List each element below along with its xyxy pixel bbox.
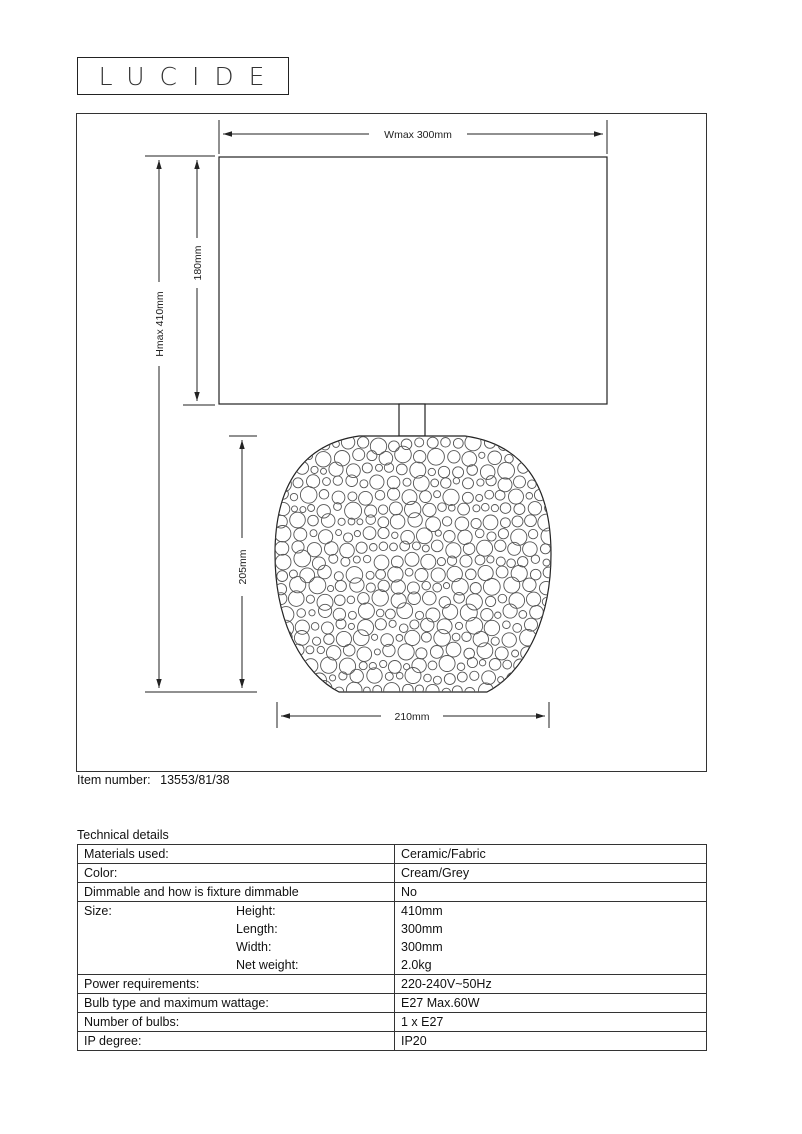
base-bubble bbox=[536, 643, 550, 657]
height-label: Hmax 410mm bbox=[154, 291, 166, 357]
base-bubble bbox=[523, 453, 535, 465]
spec-value: No bbox=[395, 883, 707, 902]
spec-value: E27 Max.60W bbox=[395, 994, 707, 1013]
technical-details-title: Technical details bbox=[77, 828, 169, 842]
spec-label: Number of bulbs: bbox=[84, 1015, 180, 1029]
spec-row bbox=[78, 845, 707, 864]
technical-drawing bbox=[76, 113, 707, 772]
spec-label: Bulb type and maximum wattage: bbox=[84, 996, 269, 1010]
base-bubble bbox=[540, 659, 547, 666]
base-bubble bbox=[284, 657, 301, 674]
spec-row bbox=[78, 902, 707, 921]
spec-value: Ceramic/Fabric bbox=[395, 845, 707, 864]
base-bubble bbox=[507, 672, 520, 685]
base-bubble bbox=[541, 672, 552, 683]
base-bubble bbox=[316, 680, 332, 696]
spec-sublabel: Width: bbox=[236, 940, 272, 954]
base-bubble bbox=[495, 683, 512, 700]
spec-row bbox=[78, 864, 707, 883]
base-bubble bbox=[553, 543, 567, 557]
spec-label-cell bbox=[78, 845, 395, 864]
spec-value: 410mm bbox=[395, 902, 707, 921]
spec-label: Dimmable and how is fixture dimmable bbox=[84, 885, 299, 899]
spec-value: 220-240V~50Hz bbox=[395, 975, 707, 994]
item-number bbox=[77, 773, 230, 787]
base-bubble bbox=[546, 464, 560, 478]
spec-row bbox=[78, 920, 707, 938]
base-bubble bbox=[547, 605, 561, 619]
base-bubble bbox=[521, 438, 528, 445]
base-bubble bbox=[290, 439, 301, 450]
base-bubble bbox=[541, 621, 554, 634]
base-bubble bbox=[548, 439, 558, 449]
base-bubble bbox=[512, 439, 519, 446]
base-bubble bbox=[276, 436, 288, 448]
base-bubble bbox=[539, 686, 549, 696]
spec-label-cell bbox=[78, 956, 395, 975]
base-bubble bbox=[550, 630, 566, 646]
base-bubble bbox=[522, 669, 539, 686]
item-number-label: Item number: bbox=[77, 773, 151, 787]
width-label: Wmax 300mm bbox=[384, 129, 452, 141]
base-bubble bbox=[293, 685, 300, 692]
spec-sublabel: Length: bbox=[236, 922, 278, 936]
base-bubble bbox=[283, 673, 291, 681]
base-bubble bbox=[539, 637, 547, 645]
spec-label-cell bbox=[78, 1032, 395, 1051]
spec-row bbox=[78, 975, 707, 994]
spec-label: Materials used: bbox=[84, 847, 169, 861]
base-bubble bbox=[554, 593, 569, 608]
spec-label-cell bbox=[78, 994, 395, 1013]
spec-label-cell bbox=[78, 975, 395, 994]
spec-label-cell bbox=[78, 883, 395, 902]
spec-row bbox=[78, 938, 707, 956]
spec-row bbox=[78, 994, 707, 1013]
spec-sublabel: Height: bbox=[236, 904, 276, 918]
spec-label-cell bbox=[78, 864, 395, 883]
base-bubble bbox=[553, 643, 567, 657]
lamp-shade bbox=[219, 157, 607, 404]
spec-label-cell bbox=[78, 1013, 395, 1032]
spec-sublabel: Net weight: bbox=[236, 958, 299, 972]
spec-label-cell bbox=[78, 902, 395, 921]
drawing-svg bbox=[77, 114, 708, 773]
base-bubble bbox=[547, 452, 556, 461]
spec-value: IP20 bbox=[395, 1032, 707, 1051]
base-bubble bbox=[276, 647, 290, 661]
brand-logo-text: LUCIDE bbox=[98, 61, 280, 91]
spec-value: 1 x E27 bbox=[395, 1013, 707, 1032]
spec-value: 2.0kg bbox=[395, 956, 707, 975]
spec-row bbox=[78, 956, 707, 975]
base-bubble bbox=[274, 673, 281, 680]
base-bubble bbox=[275, 465, 284, 474]
spec-value: 300mm bbox=[395, 920, 707, 938]
base-bubble bbox=[530, 661, 537, 668]
brand-logo bbox=[77, 57, 289, 95]
base-bubble bbox=[539, 479, 548, 488]
base-bubble bbox=[514, 687, 524, 697]
base-bubble bbox=[532, 465, 544, 477]
item-number-value: 13553/81/38 bbox=[160, 773, 230, 787]
base-bubble bbox=[554, 670, 565, 681]
spec-value: 300mm bbox=[395, 938, 707, 956]
base-bubble bbox=[552, 554, 563, 565]
base-bubble bbox=[293, 672, 309, 688]
base-bubble bbox=[274, 659, 282, 667]
base-bubble bbox=[538, 453, 546, 461]
base-bubble bbox=[304, 688, 314, 698]
base-bubble bbox=[303, 437, 319, 453]
base-bubble bbox=[551, 474, 567, 490]
base-bubble bbox=[276, 449, 291, 464]
spec-row bbox=[78, 1032, 707, 1051]
spec-row bbox=[78, 1013, 707, 1032]
technical-details-table bbox=[77, 844, 707, 1051]
base-bubble bbox=[526, 684, 536, 694]
base-bubble bbox=[278, 630, 293, 645]
lamp-base bbox=[275, 436, 551, 692]
spec-label: Color: bbox=[84, 866, 118, 880]
spec-row bbox=[78, 883, 707, 902]
base-width-label: 210mm bbox=[394, 711, 430, 723]
spec-label-cell bbox=[78, 920, 395, 938]
spec-value: Cream/Grey bbox=[395, 864, 707, 883]
shade-height-label: 180mm bbox=[192, 245, 204, 281]
base-bubble bbox=[287, 465, 295, 473]
lamp-neck bbox=[399, 404, 425, 436]
base-bubble bbox=[276, 686, 291, 701]
base-height-label: 205mm bbox=[237, 549, 249, 585]
base-bubble bbox=[550, 655, 567, 672]
base-bubble bbox=[531, 438, 544, 451]
base-bubble bbox=[293, 451, 302, 460]
spec-label: Power requirements: bbox=[84, 977, 200, 991]
base-bubble bbox=[548, 490, 560, 502]
spec-label: Size: bbox=[84, 904, 112, 918]
spec-label-cell bbox=[78, 938, 395, 956]
base-bubble bbox=[551, 682, 566, 697]
spec-label: IP degree: bbox=[84, 1034, 142, 1048]
